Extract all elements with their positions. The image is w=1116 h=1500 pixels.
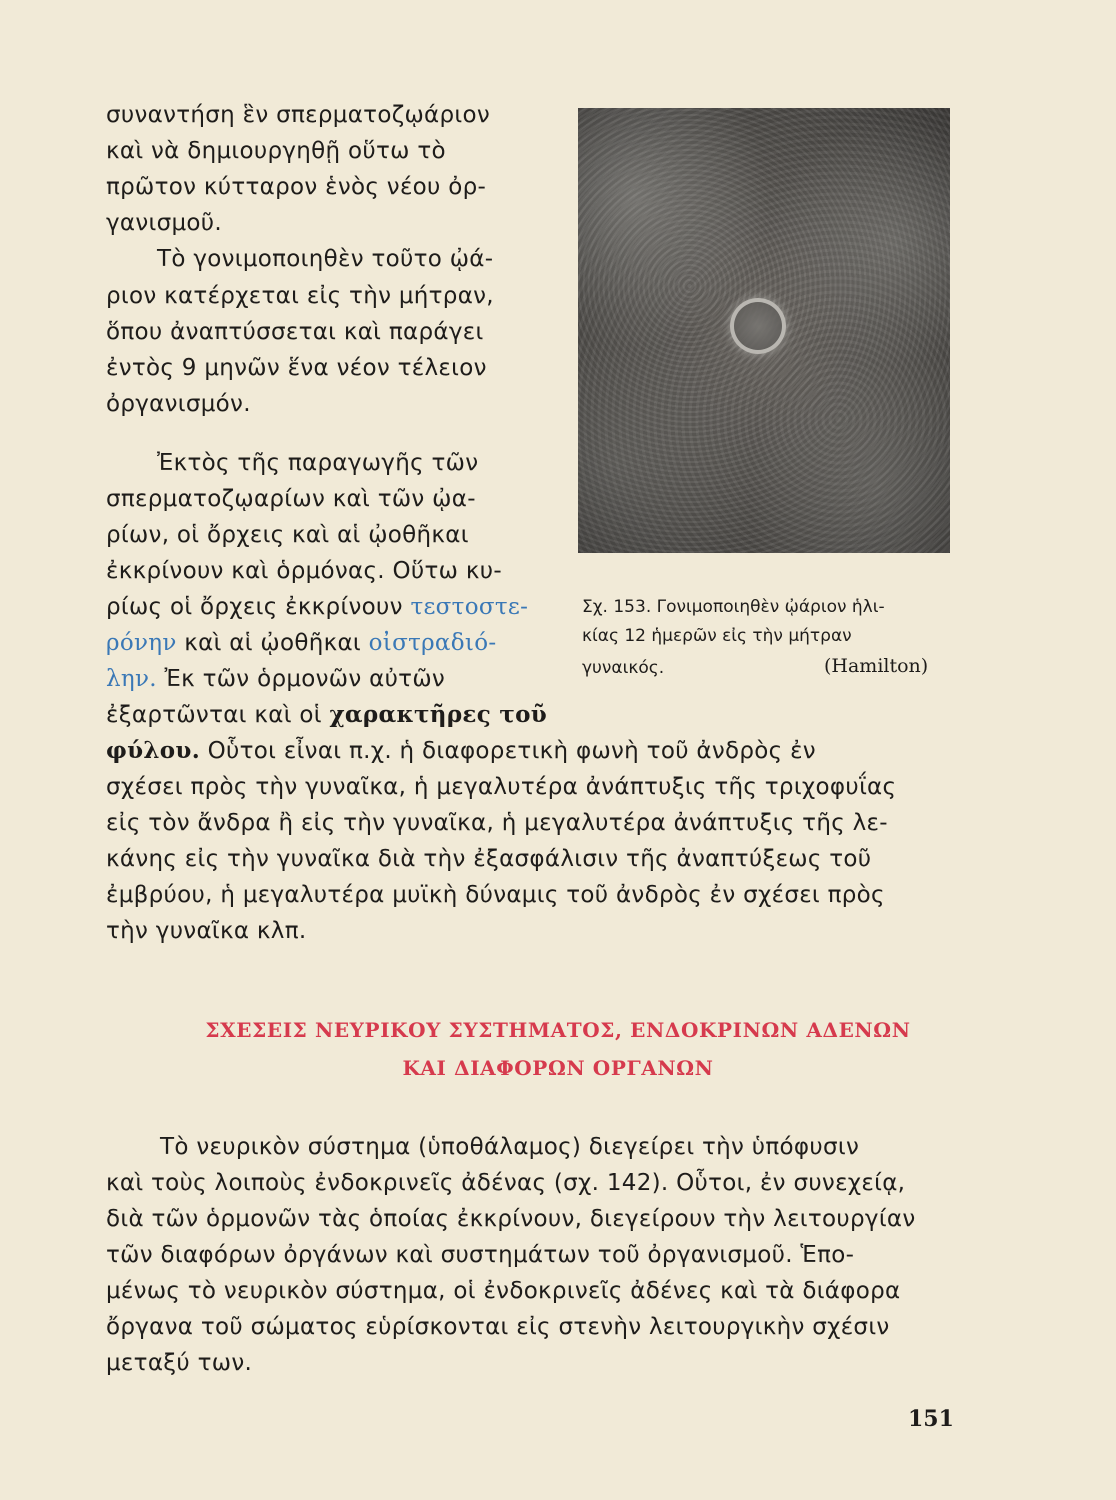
text-line: τῶν διαφόρων ὀργάνων καὶ συστημάτων τοῦ ὀργανισμοῦ. Ἑπο- — [106, 1242, 855, 1268]
text-line: μένως τὸ νευρικὸν σύστημα, οἱ ἐνδοκρινεῖς ἀδένες καὶ τὰ διάφορα — [106, 1278, 901, 1304]
text-line — [106, 698, 547, 732]
text-line: καὶ τοὺς λοιποὺς ἐνδοκρινεῖς ἀδένας (σχ. 142). Οὗτοι, ἐν συνεχείᾳ, — [106, 1170, 906, 1196]
text-line: ρίων, οἱ ὄρχεις καὶ αἱ ᾠοθῆκαι — [106, 522, 469, 548]
text-line: ἐμβρύου, ἡ μεγαλυτέρα μυϊκὴ δύναμις τοῦ ἀνδρὸς ἐν σχέσει πρὸς — [106, 882, 885, 908]
text-line: διὰ τῶν ὁρμονῶν τὰς ὁποίας ἐκκρίνουν, διεγείρουν τὴν λειτουργίαν — [106, 1206, 916, 1232]
text-line: γανισμοῦ. — [106, 210, 223, 236]
text-line: σχέσει πρὸς τὴν γυναῖκα, ἡ μεγαλυτέρα ἀνάπτυξις τῆς τριχοφυΐας — [106, 774, 897, 800]
text-line: ἐκκρίνουν καὶ ὁρμόνας. Οὕτω κυ- — [106, 558, 502, 584]
text-line: Ἐκτὸς τῆς παραγωγῆς τῶν — [157, 450, 479, 476]
bold-term: φύλου. — [106, 737, 201, 764]
micrograph-image — [578, 108, 950, 553]
page-number: 151 — [908, 1406, 954, 1432]
section-heading: ΚΑΙ ΔΙΑΦΟΡΩΝ ΟΡΓΑΝΩΝ — [402, 1056, 714, 1080]
text-line: κάνης εἰς τὴν γυναῖκα διὰ τὴν ἐξασφάλισιν τῆς ἀναπτύξεως τοῦ — [106, 846, 872, 872]
text-line: πρῶτον κύτταρον ἑνὸς νέου ὀρ- — [106, 174, 487, 200]
caption-line: κίας 12 ἡμερῶν εἰς τὴν μήτραν — [582, 626, 852, 646]
text-run: Ἐκ τῶν ὁρμονῶν αὐτῶν — [164, 666, 446, 692]
hormone-name: οἰστραδιό- — [368, 630, 497, 656]
bold-term: χαρακτῆρες τοῦ — [329, 701, 547, 728]
text-run: ἐξαρτῶνται καὶ οἱ — [106, 702, 322, 728]
text-line: ὀργανισμόν. — [106, 391, 251, 417]
hormone-name: λην. — [106, 666, 157, 692]
text-line: ἐντὸς 9 μηνῶν ἕνα νέον τέλειον — [106, 355, 487, 381]
text-run: καὶ αἱ ᾠοθῆκαι — [184, 630, 361, 656]
caption-credit: (Hamilton) — [824, 655, 929, 677]
text-line — [106, 734, 816, 768]
text-line: ριον κατέρχεται εἰς τὴν μήτραν, — [106, 283, 494, 309]
figure-caption — [582, 623, 852, 650]
text-line: Τὸ γονιμοποιηθὲν τοῦτο ᾠά- — [157, 246, 494, 272]
text-line: σπερματοζῳαρίων καὶ τῶν ᾠα- — [106, 486, 476, 512]
text-run: Οὗτοι εἶναι π.χ. ἡ διαφορετικὴ φωνὴ τοῦ ἀνδρὸς ἐν — [207, 738, 816, 764]
text-line: μεταξύ των. — [106, 1350, 253, 1376]
text-line: συναντήση ἓν σπερματοζῳάριον — [106, 102, 491, 128]
figure-credit — [824, 653, 928, 681]
text-line: καὶ νὰ δημιουργηθῇ οὕτω τὸ — [106, 138, 446, 164]
text-line — [106, 626, 496, 660]
hormone-name: τεστοστε- — [410, 594, 529, 620]
figure-caption — [582, 655, 664, 682]
caption-line: γυναικός. — [582, 658, 665, 678]
text-line: Τὸ νευρικὸν σύστημα (ὑποθάλαμος) διεγείρει τὴν ὑπόφυσιν — [160, 1134, 860, 1160]
text-line — [106, 590, 528, 624]
text-line: ὅπου ἀναπτύσσεται καὶ παράγει — [106, 319, 484, 345]
text-line: ὄργανα τοῦ σώματος εὑρίσκονται εἰς στενὴν λειτουργικὴν σχέσιν — [106, 1314, 890, 1340]
ovum-shape — [730, 298, 786, 354]
text-run: ρίως οἱ ὄρχεις ἐκκρίνουν — [106, 594, 403, 620]
figure-caption — [582, 594, 885, 621]
text-line — [106, 662, 445, 696]
text-line: εἰς τὸν ἄνδρα ἢ εἰς τὴν γυναῖκα, ἡ μεγαλυτέρα ἀνάπτυξις τῆς λε- — [106, 810, 888, 836]
section-heading: ΣΧΕΣΕΙΣ ΝΕΥΡΙΚΟΥ ΣΥΣΤΗΜΑΤΟΣ, ΕΝΔΟΚΡΙΝΩΝ ΑΔΕΝΩΝ — [205, 1018, 911, 1042]
text-line: τὴν γυναῖκα κλπ. — [106, 918, 307, 944]
caption-line: Σχ. 153. Γονιμοποιηθὲν ᾠάριον ἡλι- — [582, 597, 885, 617]
hormone-name: ρόνην — [106, 630, 177, 656]
